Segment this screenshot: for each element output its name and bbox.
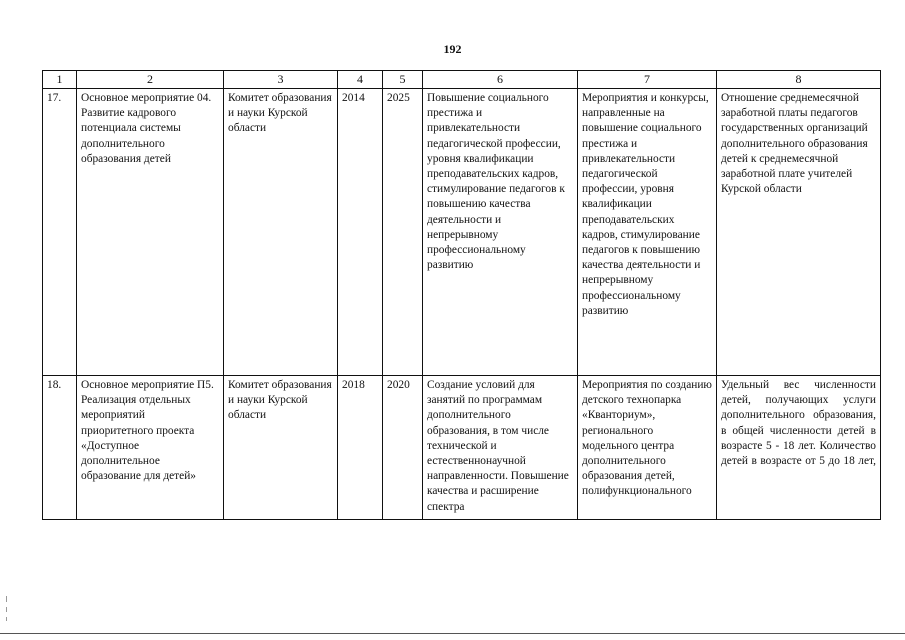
column-number-cell: 1	[43, 71, 77, 89]
column-number-cell: 5	[383, 71, 423, 89]
column-number-cell: 8	[717, 71, 881, 89]
start-year-cell: 2014	[338, 89, 383, 376]
scan-margin-mark	[6, 617, 7, 621]
column-number-cell: 7	[578, 71, 717, 89]
activity-content-cell: Мероприятия и конкурсы, направленные на повышение социального престижа и привлекательности педагогической профессии, уровня квалификации преподавательских кадров, стимулирование педагогов к повышению качества деятельности и непрерывному профессиональному развитию	[578, 89, 717, 376]
expected-result-cell: Создание условий для занятий по программам дополнительного образования, в том числе технической и естественнонаучной направленности. Повышение качества и расширение спектра	[423, 376, 578, 520]
column-number-header-row	[43, 71, 881, 89]
indicator-cell: Отношение среднемесячной заработной платы педагогов государственных организаций дополнительного образования детей к среднемесячной заработной плате учителей Курской области	[717, 89, 881, 376]
column-number-cell: 6	[423, 71, 578, 89]
table-row	[43, 89, 881, 376]
column-number-cell: 3	[224, 71, 338, 89]
page-number: 192	[443, 42, 462, 56]
executor-cell: Комитет образования и науки Курской области	[224, 89, 338, 376]
end-year-cell: 2025	[383, 89, 423, 376]
executor-cell: Комитет образования и науки Курской области	[224, 376, 338, 520]
scan-margin-mark	[6, 607, 7, 612]
start-year-cell: 2018	[338, 376, 383, 520]
page-bottom-rule	[0, 633, 905, 634]
activity-name-cell: Основное мероприятие П5. Реализация отдельных мероприятий приоритетного проекта «Доступное дополнительное образование для детей»	[77, 376, 224, 520]
activity-content-cell: Мероприятия по созданию детского технопарка «Кванториум», регионального модельного центра дополнительного образования детей, полифункционального	[578, 376, 717, 520]
column-number-cell: 4	[338, 71, 383, 89]
row-number-cell: 17.	[43, 89, 77, 376]
row-number-cell: 18.	[43, 376, 77, 520]
table-row	[43, 376, 881, 520]
scan-margin-mark	[6, 596, 7, 602]
program-activities-table	[42, 70, 881, 520]
indicator-cell: Удельный вес численности детей, получающих услуги дополнительного образования, в общей численности детей в возрасте 5 - 18 лет. Количество детей в возрасте от 5 до 18 лет,	[717, 376, 881, 520]
end-year-cell: 2020	[383, 376, 423, 520]
expected-result-cell: Повышение социального престижа и привлекательности педагогической профессии, уровня квалификации преподавательских кадров, стимулирование педагогов к повышению качества деятельности и непрерывному профессиональному развитию	[423, 89, 578, 376]
column-number-cell: 2	[77, 71, 224, 89]
activity-name-cell: Основное мероприятие 04. Развитие кадрового потенциала системы дополнительного образования детей	[77, 89, 224, 376]
